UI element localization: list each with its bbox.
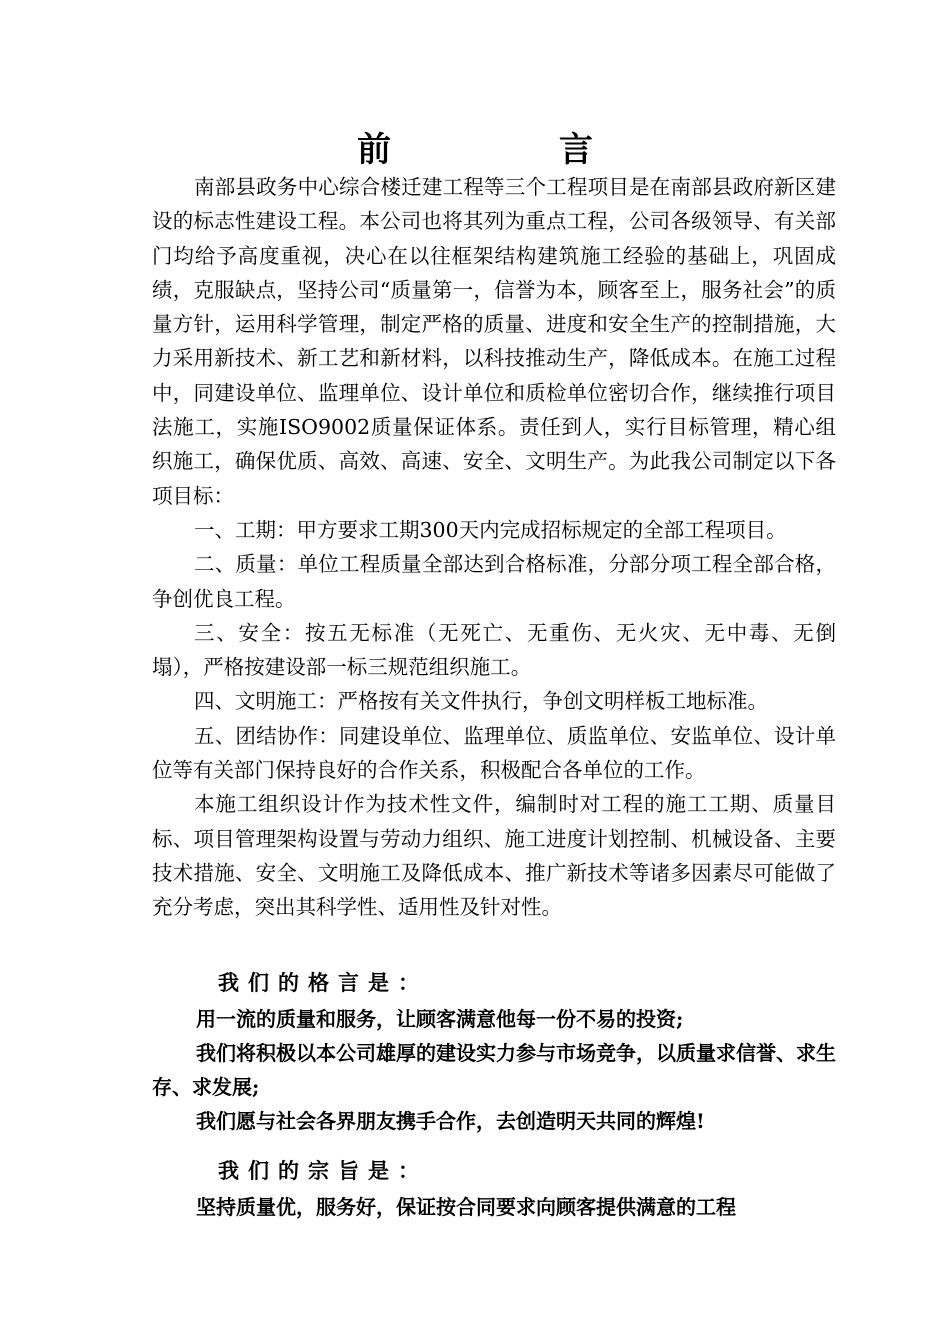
closing-paragraph: 本施工组织设计作为技术性文件，编制时对工程的施工工期、质量目标、项目管理架构设置与劳动力组织、施工进度计划控制、机械设备、主要技术措施、安全、文明施工及降低成本、推广新技术等诸多因素尽可能做了充分考虑，突出其科学性、适用性及针对性。 [152,792,836,920]
purpose-heading: 我们的宗旨是： [218,1158,428,1183]
motto-item: 我们愿与社会各界朋友携手合作，去创造明天共同的辉煌! [196,1109,705,1133]
goal-cooperation: 五、团结协作：同建设单位、监理单位、质监单位、安监单位、设计单位等有关部门保持良好的合作关系，积极配合各单位的工作。 [152,723,836,783]
page-title: 前 言 [357,130,671,170]
motto-item: 我们将积极以本公司雄厚的建设实力参与市场竞争，以质量求信誉、求生存、求发展; [152,1041,836,1099]
goal-quality: 二、质量：单位工程质量全部达到合格标准，分部分项工程全部合格，争创优良工程。 [152,552,836,611]
preface-body [152,170,836,925]
goal-safety: 三、安全：按五无标准（无死亡、无重伤、无火灾、无中毒、无倒塌），严格按建设部一标三规范组织施工。 [152,620,836,680]
goal-schedule: 一、工期：甲方要求工期300天内完成招标规定的全部工程项目。 [194,517,787,542]
intro-paragraph: 南部县政务中心综合楼迁建工程等三个工程项目是在南部县政府新区建设的标志性建设工程。本公司也将其列为重点工程，公司各级领导、有关部门均给予高度重视，决心在以往框架结构建筑施工经验的基础上，巩固成绩，克服缺点，坚持公司“质量第一，信誉为本，顾客至上，服务社会”的质量方针，运用科学管理，制定严格的质量、进度和安全生产的控制措施，大力采用新技术、新工艺和新材料，以科技推动生产，降低成本。在施工过程中，同建设单位、监理单位、设计单位和质检单位密切合作，继续推行项目法施工，实施ISO9002质量保证体系。责任到人，实行目标管理，精心组织施工，确保优质、高效、高速、安全、文明生产。为此我公司制定以下各项目标： [152,175,836,508]
motto-item: 用一流的质量和服务，让顾客满意他每一份不易的投资; [196,1007,684,1031]
motto-list [152,1002,836,1138]
purpose-list [152,1190,836,1224]
motto-heading: 我们的格言是： [218,970,428,995]
goal-civilized-construction: 四、文明施工：严格按有关文件执行，争创文明样板工地标准。 [194,689,768,714]
purpose-item: 坚持质量优，服务好，保证按合同要求向顾客提供满意的工程 [196,1195,736,1219]
